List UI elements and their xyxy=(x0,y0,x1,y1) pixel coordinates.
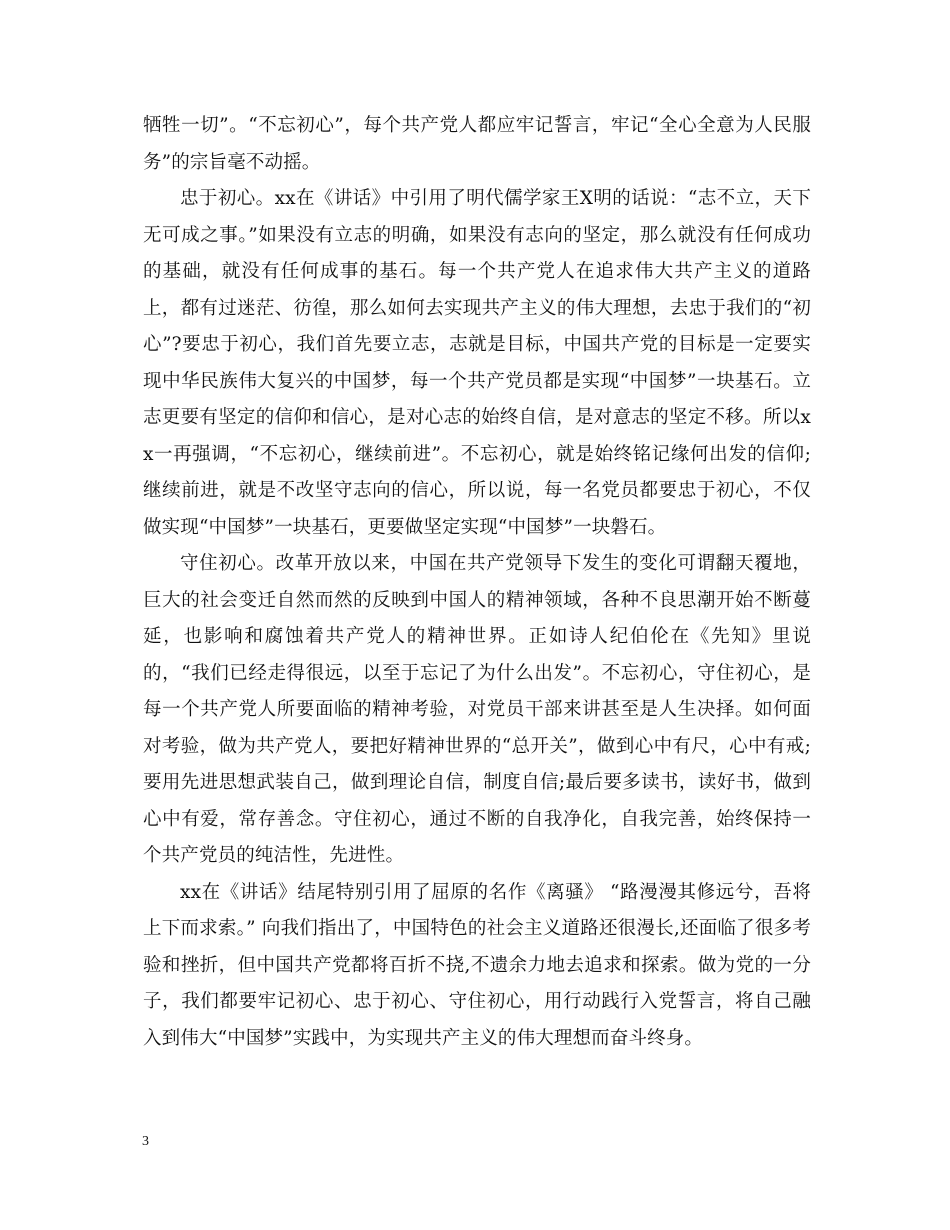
document-body xyxy=(143,108,811,1057)
paragraph-loyal-to-original-aspiration: 忠于初心。xx在《讲话》中引用了明代儒学家王X明的话说：“志不立，天下无可成之事。”如果没有立志的明确，如果没有志向的坚定，那么就没有任何成功的基础，就没有任何成事的基石。每一个共产党人在追求伟大共产主义的道路上，都有过迷茫、彷徨，那么如何去实现共产主义的伟大理想，去忠于我们的“初心”?要忠于初心，我们首先要立志，志就是目标，中国共产党的目标是一定要实现中华民族伟大复兴的中国梦，每一个共产党员都是实现“中国梦”一块基石。立志更要有坚定的信仰和信心，是对心志的始终自信，是对意志的坚定不移。所以xx一再强调，“不忘初心，继续前进”。不忘初心，就是始终铭记缘何出发的信仰;继续前进，就是不改坚守志向的信心，所以说，每一名党员都要忠于初心，不仅做实现“中国梦”一块基石，更要做坚定实现“中国梦”一块磐石。 xyxy=(143,188,811,538)
paragraph-conclusion: xx在《讲话》结尾特别引用了屈原的名作《离骚》 “路漫漫其修远兮，吾将上下而求索。” 向我们指出了，中国特色的社会主义道路还很漫长,还面临了很多考验和挫折，但中国共产党都将百折不挠,不遗余力地去追求和探索。做为党的一分子，我们都要牢记初心、忠于初心、守住初心，用行动践行入党誓言，将自己融入到伟大“中国梦”实践中，为实现共产主义的伟大理想而奋斗终身。 xyxy=(143,881,811,1049)
paragraph-guard-original-aspiration: 守住初心。改革开放以来，中国在共产党领导下发生的变化可谓翻天覆地，巨大的社会变迁自然而然的反映到中国人的精神领域，各种不良思潮开始不断蔓延，也影响和腐蚀着共产党人的精神世界。正如诗人纪伯伦在《先知》里说的，“我们已经走得很远，以至于忘记了为什么出发”。不忘初心，守住初心，是每一个共产党人所要面临的精神考验，对党员干部来讲甚至是人生决择。如何面对考验，做为共产党人，要把好精神世界的“总开关”，做到心中有尺，心中有戒;要用先进思想武装自己，做到理论自信，制度自信;最后要多读书，读好书，做到心中有爱，常存善念。守住初心，通过不断的自我净化，自我完善，始终保持一个共产党员的纯洁性，先进性。 xyxy=(143,553,811,866)
page-number: 3 xyxy=(142,1134,149,1149)
paragraph-continued: 牺牲一切”。“不忘初心”，每个共产党人都应牢记誓言，牢记“全心全意为人民服务”的宗旨毫不动摇。 xyxy=(143,115,811,173)
